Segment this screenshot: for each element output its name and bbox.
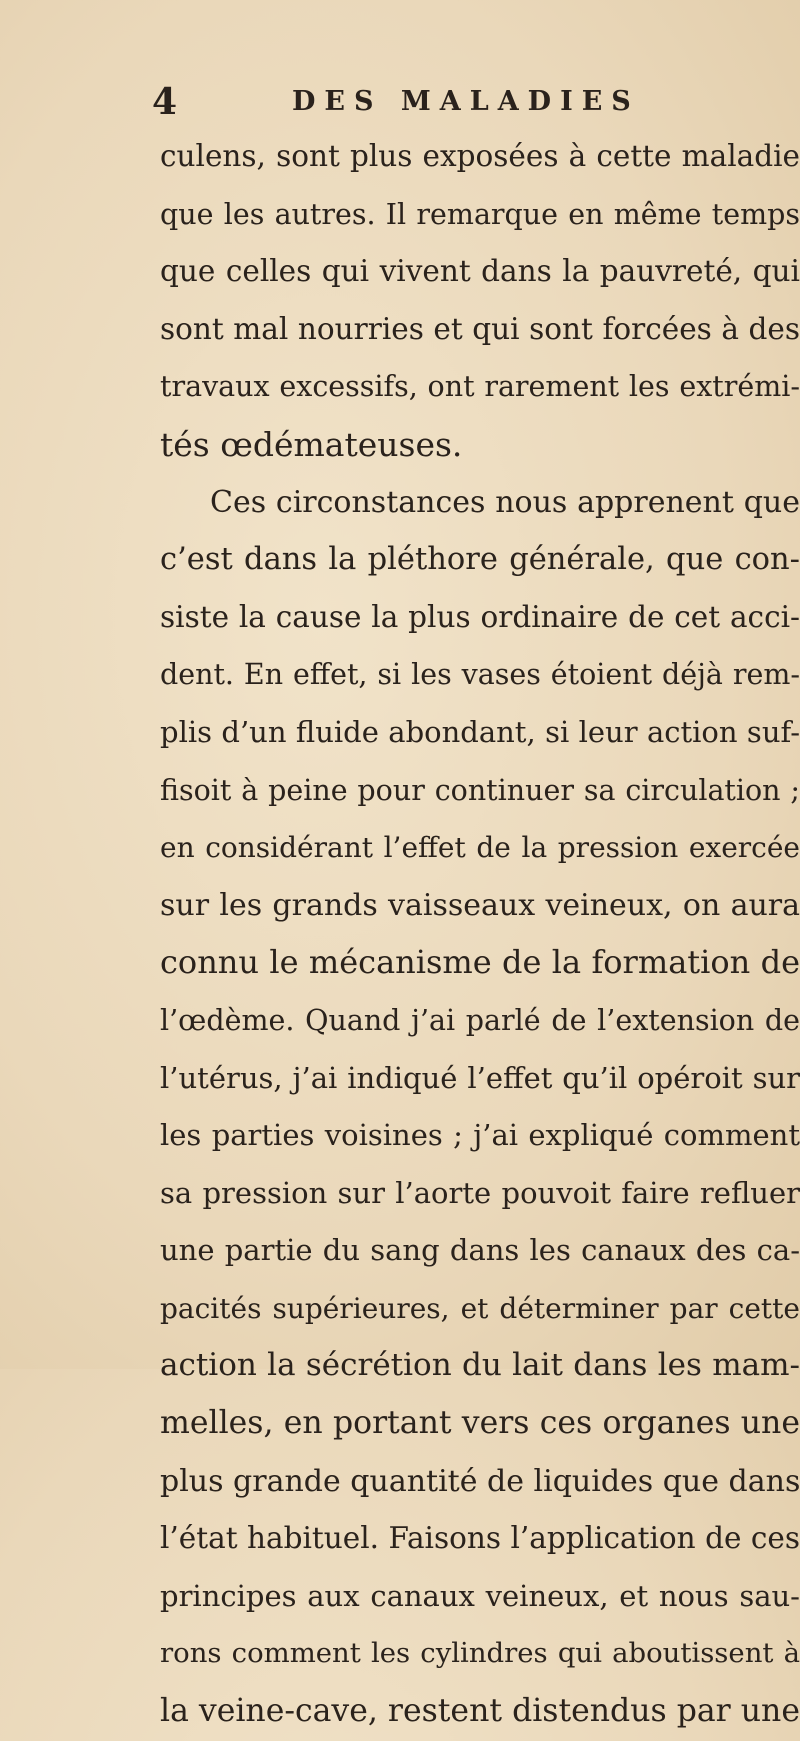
text-line: l’état habituel. Faisons l’application de ces	[160, 1521, 800, 1556]
text-line: l’œdème. Quand j’ai parlé de l’extension de	[160, 1003, 800, 1037]
text-line: sur les grands vaisseaux veineux, on aura	[160, 887, 800, 923]
text-line: connu le mécanisme de la formation de	[160, 943, 800, 982]
text-line: que celles qui vivent dans la pauvreté, qui	[160, 254, 800, 289]
text-line: tés œdémateuses.	[160, 424, 463, 464]
text-line: c’est dans la pléthore générale, que con-	[160, 542, 800, 578]
text-line: la veine-cave, restent distendus par une	[160, 1693, 800, 1730]
text-line: sa pression sur l’aorte pouvoit faire refluer	[160, 1175, 800, 1210]
text-line: pacités supérieures, et déterminer par cette	[160, 1291, 800, 1325]
text-line: plis d’un fluide abondant, si leur action suf-	[160, 714, 800, 749]
text-line: que les autres. Il remarque en même temps	[160, 197, 800, 231]
page-header	[152, 78, 792, 126]
text-line: l’utérus, j’ai indiqué l’effet qu’il opéroit sur	[160, 1060, 800, 1095]
text-line: principes aux canaux veineux, et nous sau-	[160, 1578, 800, 1613]
text-line: une partie du sang dans les canaux des ca-	[160, 1233, 800, 1268]
text-line: fisoit à peine pour continuer sa circulation ;	[160, 773, 800, 807]
text-line: rons comment les cylindres qui aboutissent à	[160, 1637, 800, 1670]
text-line: plus grande quantité de liquides que dans	[160, 1463, 800, 1499]
text-line: culens, sont plus exposées à cette maladie	[160, 139, 800, 173]
text-line: travaux excessifs, ont rarement les extrémi-	[160, 370, 800, 404]
text-line: melles, en portant vers ces organes une	[160, 1405, 800, 1442]
text-line: dent. En effet, si les vases étoient déjà rem-	[160, 658, 800, 692]
paragraph-start-line: Ces circonstances nous apprenent que	[210, 484, 800, 520]
text-line: action la sécrétion du lait dans les mam-	[160, 1347, 800, 1384]
text-line: en considérant l’effet de la pression exercée	[160, 831, 800, 865]
page-number: 4	[152, 81, 178, 123]
running-head: DES MALADIES	[292, 86, 640, 117]
text-line: siste la cause la plus ordinaire de cet acci-	[160, 599, 800, 634]
body-text	[160, 128, 800, 1741]
text-line: sont mal nourries et qui sont forcées à des	[160, 311, 800, 346]
text-line: les parties voisines ; j’ai expliqué comment	[160, 1118, 800, 1153]
